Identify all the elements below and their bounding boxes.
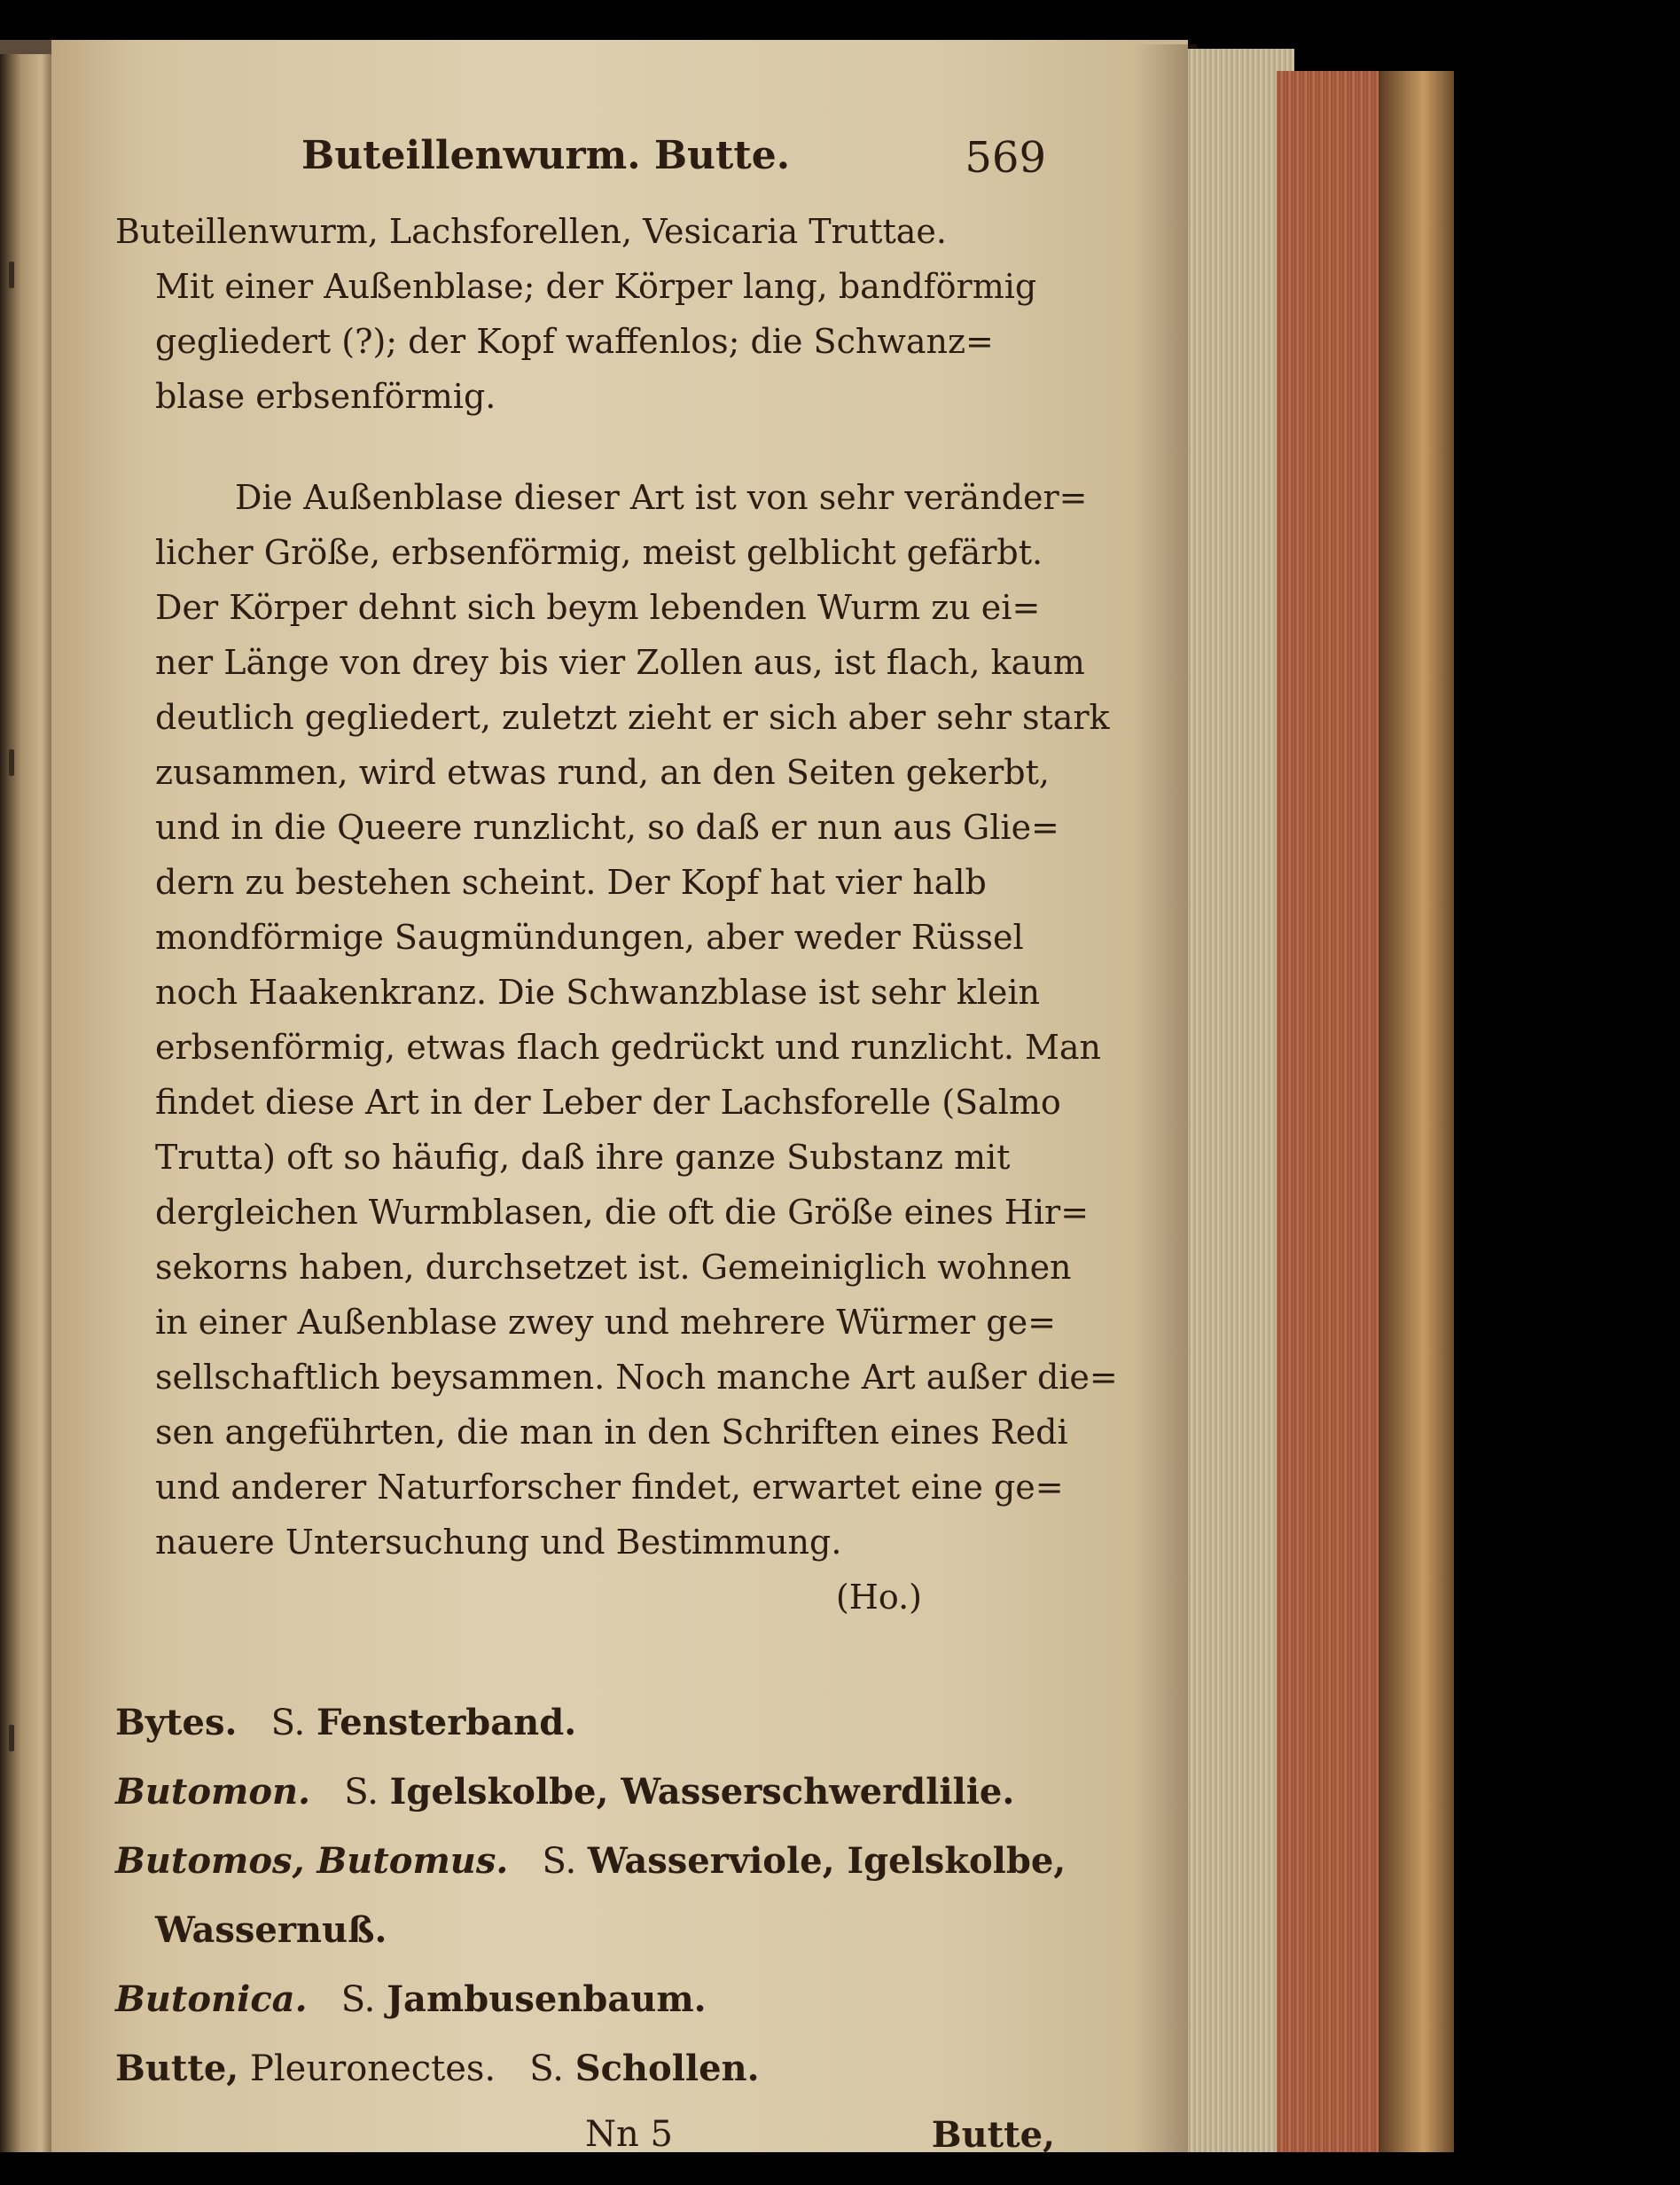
cross-reference-list bbox=[115, 1688, 1067, 2103]
cross-reference-continuation bbox=[155, 1896, 1055, 1965]
entry-target: Wassernuß. bbox=[155, 1909, 387, 1951]
entry-target: Fensterband. bbox=[316, 1702, 577, 1743]
entry-head: Butte, bbox=[115, 2048, 239, 2089]
body-line: erbsenförmig, etwas flach gedrückt und runzlicht. Man bbox=[155, 1028, 1102, 1067]
entry-target: Igelskolbe, Wasserschwerdlilie. bbox=[389, 1771, 1015, 1813]
body-line: sellschaftlich beysammen. Noch manche Art außer die= bbox=[155, 1358, 1118, 1397]
cross-reference-entry bbox=[115, 1688, 1055, 1758]
body-line: dern zu bestehen scheint. Der Kopf hat vier halb bbox=[155, 863, 987, 902]
running-title: Buteillenwurm. Butte. bbox=[301, 133, 791, 178]
body-line: Trutta) oft so häufig, daß ihre ganze Substanz mit bbox=[155, 1138, 1011, 1177]
entry-see: S. bbox=[340, 1979, 376, 2020]
body-line: dergleichen Wurmblasen, die oft die Größe eines Hir= bbox=[155, 1193, 1090, 1232]
author-signature: (Ho.) bbox=[835, 1578, 922, 1617]
body-line: Mit einer Außenblase; der Körper lang, bandförmig bbox=[155, 267, 1037, 306]
body-line: blase erbsenförmig. bbox=[155, 377, 496, 416]
body-line: und in die Queere runzlicht, so daß er nun aus Glie= bbox=[155, 808, 1059, 847]
entry-target: Schollen. bbox=[574, 2048, 760, 2089]
cross-reference-entry bbox=[115, 1827, 1067, 1896]
body-line: zusammen, wird etwas rund, an den Seiten gekerbt, bbox=[155, 753, 1050, 792]
entry-head: Butonica. bbox=[115, 1978, 308, 2020]
page-footer bbox=[115, 2114, 1055, 2185]
body-line: Die Außenblase dieser Art ist von sehr veränder= bbox=[235, 478, 1088, 517]
previous-page-ink-mark bbox=[9, 749, 14, 776]
body-line: licher Größe, erbsenförmig, meist gelblicht gefärbt. bbox=[155, 533, 1043, 572]
entry-target: Wasserviole, Igelskolbe, bbox=[587, 1840, 1067, 1882]
entry-latin-name: Pleuronectes. bbox=[249, 2048, 496, 2089]
body-line: und anderer Naturforscher findet, erwartet eine ge= bbox=[155, 1468, 1064, 1507]
running-header bbox=[115, 133, 1055, 204]
body-line: Buteillenwurm, Lachsforellen, Vesicaria Truttae. bbox=[115, 212, 947, 251]
body-line: findet diese Art in der Leber der Lachsforelle (Salmo bbox=[155, 1083, 1061, 1122]
entry-head: Butomon. bbox=[115, 1771, 311, 1813]
entry-head: Bytes. bbox=[115, 1702, 238, 1743]
previous-page-ink-mark bbox=[9, 262, 14, 288]
signature-mark: Nn 5 bbox=[585, 2114, 673, 2155]
body-line: Der Körper dehnt sich beym lebenden Wurm zu ei= bbox=[155, 588, 1041, 627]
entry-see: S. bbox=[529, 2048, 564, 2089]
red-page-edge bbox=[1277, 71, 1379, 2152]
body-line: sen angeführten, die man in den Schriften eines Redi bbox=[155, 1413, 1068, 1452]
entry-see: S. bbox=[270, 1703, 306, 1743]
entry-see: S. bbox=[542, 1841, 577, 1882]
body-line: ner Länge von drey bis vier Zollen aus, ist flach, kaum bbox=[155, 643, 1085, 682]
cross-reference-entry bbox=[115, 1758, 1055, 1827]
page-number: 569 bbox=[965, 133, 1046, 183]
cross-reference-entry bbox=[115, 1965, 1055, 2034]
cross-reference-entry bbox=[115, 2034, 1055, 2103]
body-line: sekorns haben, durchsetzet ist. Gemeiniglich wohnen bbox=[155, 1248, 1072, 1287]
body-line: in einer Außenblase zwey und mehrere Würmer ge= bbox=[155, 1303, 1056, 1342]
catchword: Butte, bbox=[931, 2114, 1055, 2156]
body-line: nauere Untersuchung und Bestimmung. bbox=[155, 1523, 842, 1562]
entry-see: S. bbox=[344, 1772, 379, 1813]
body-line: deutlich gegliedert, zuletzt zieht er sich aber sehr stark bbox=[155, 698, 1110, 737]
body-line: gegliedert (?); der Kopf waffenlos; die Schwanz= bbox=[155, 322, 994, 361]
body-line: mondförmige Saugmündungen, aber weder Rüssel bbox=[155, 918, 1024, 957]
body-line: noch Haakenkranz. Die Schwanzblase ist sehr klein bbox=[155, 973, 1040, 1012]
entry-head: Butomos, Butomus. bbox=[115, 1840, 509, 1882]
previous-page-edge bbox=[0, 40, 51, 2152]
entry-target: Jambusenbaum. bbox=[387, 1978, 707, 2020]
previous-page-ink-mark bbox=[9, 1725, 14, 1751]
page-text bbox=[115, 133, 1118, 2185]
book-cover bbox=[1379, 71, 1454, 2152]
